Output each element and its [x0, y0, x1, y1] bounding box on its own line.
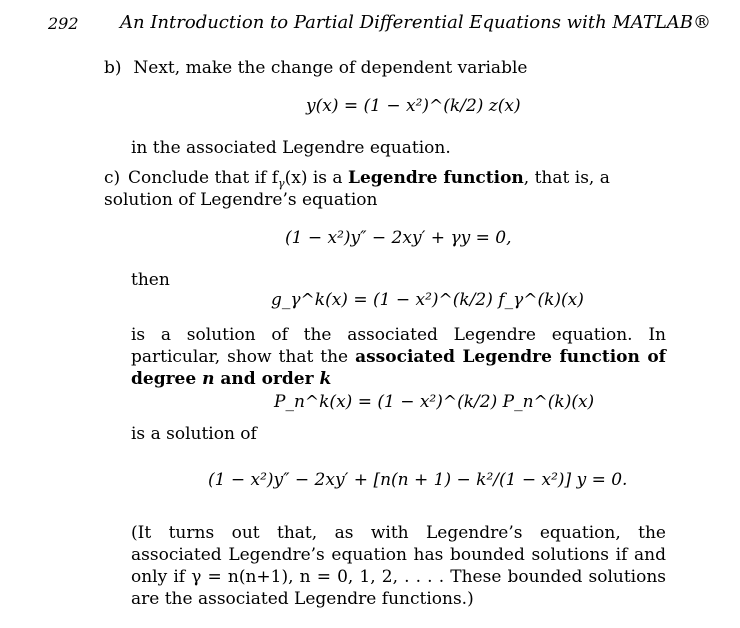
part-b-label: b) — [104, 58, 122, 78]
part-b-after: in the associated Legendre equation. — [131, 138, 451, 158]
equation-change-of-variable-text: y(x) = (1 − x²)^(k/2) z(x) — [306, 96, 521, 116]
degree-n: n — [202, 369, 215, 389]
part-c-gamma: γ — [278, 177, 285, 190]
part-c-paragraph-2 — [131, 324, 666, 390]
part-c-x: (x) is a — [284, 168, 348, 188]
legendre-equation — [285, 228, 512, 248]
part-b-text: Next, make the change of dependent variable — [133, 58, 528, 78]
associated-legendre-function-text: P_n^k(x) = (1 − x²)^(k/2) P_n^(k)(x) — [274, 392, 595, 412]
associated-legendre-function-equation — [274, 392, 594, 412]
part-c-lead: Conclude that if f — [128, 168, 279, 188]
part-c-intro — [104, 167, 664, 211]
is-solution-of: is a solution of — [131, 424, 257, 444]
associated-legendre-equation-text: (1 − x²)y″ − 2xy′ + [n(n + 1) − k²/(1 − x²)] y = 0. — [208, 470, 628, 490]
para2-lead: is a solution of the associated Legendre equation. In particular, show that the — [131, 325, 666, 367]
then-word: then — [131, 270, 170, 290]
page-number: 292 — [48, 14, 79, 33]
running-title: An Introduction to Partial Differential Equations with MATLAB® — [120, 12, 712, 33]
legendre-equation-text: (1 − x²)y″ − 2xy′ + γy = 0, — [285, 228, 512, 248]
part-c-rest: , that is, a solution of Legendre’s equation — [104, 168, 610, 210]
legendre-function-term: Legendre function — [347, 168, 524, 188]
order-k: k — [319, 369, 332, 389]
closing-remark: (It turns out that, as with Legendre’s equation, the associated Legendre’s equation has bounded solutions if and only if γ = n(n+1), n = 0, 1, 2, . . . . These bounded solutions are the associated Legendre functions.) — [131, 523, 666, 609]
associated-legendre-equation — [208, 470, 627, 490]
and-order-term: and order — [214, 369, 320, 389]
part-b-intro — [104, 57, 664, 79]
associated-legendre-term: associated Legendre function of degree — [131, 347, 666, 389]
g-function-equation-text: g_γ^k(x) = (1 − x²)^(k/2) f_γ^(k)(x) — [271, 290, 584, 310]
g-function-equation — [271, 290, 584, 310]
part-c-label: c) — [104, 168, 121, 188]
equation-change-of-variable — [306, 96, 521, 116]
